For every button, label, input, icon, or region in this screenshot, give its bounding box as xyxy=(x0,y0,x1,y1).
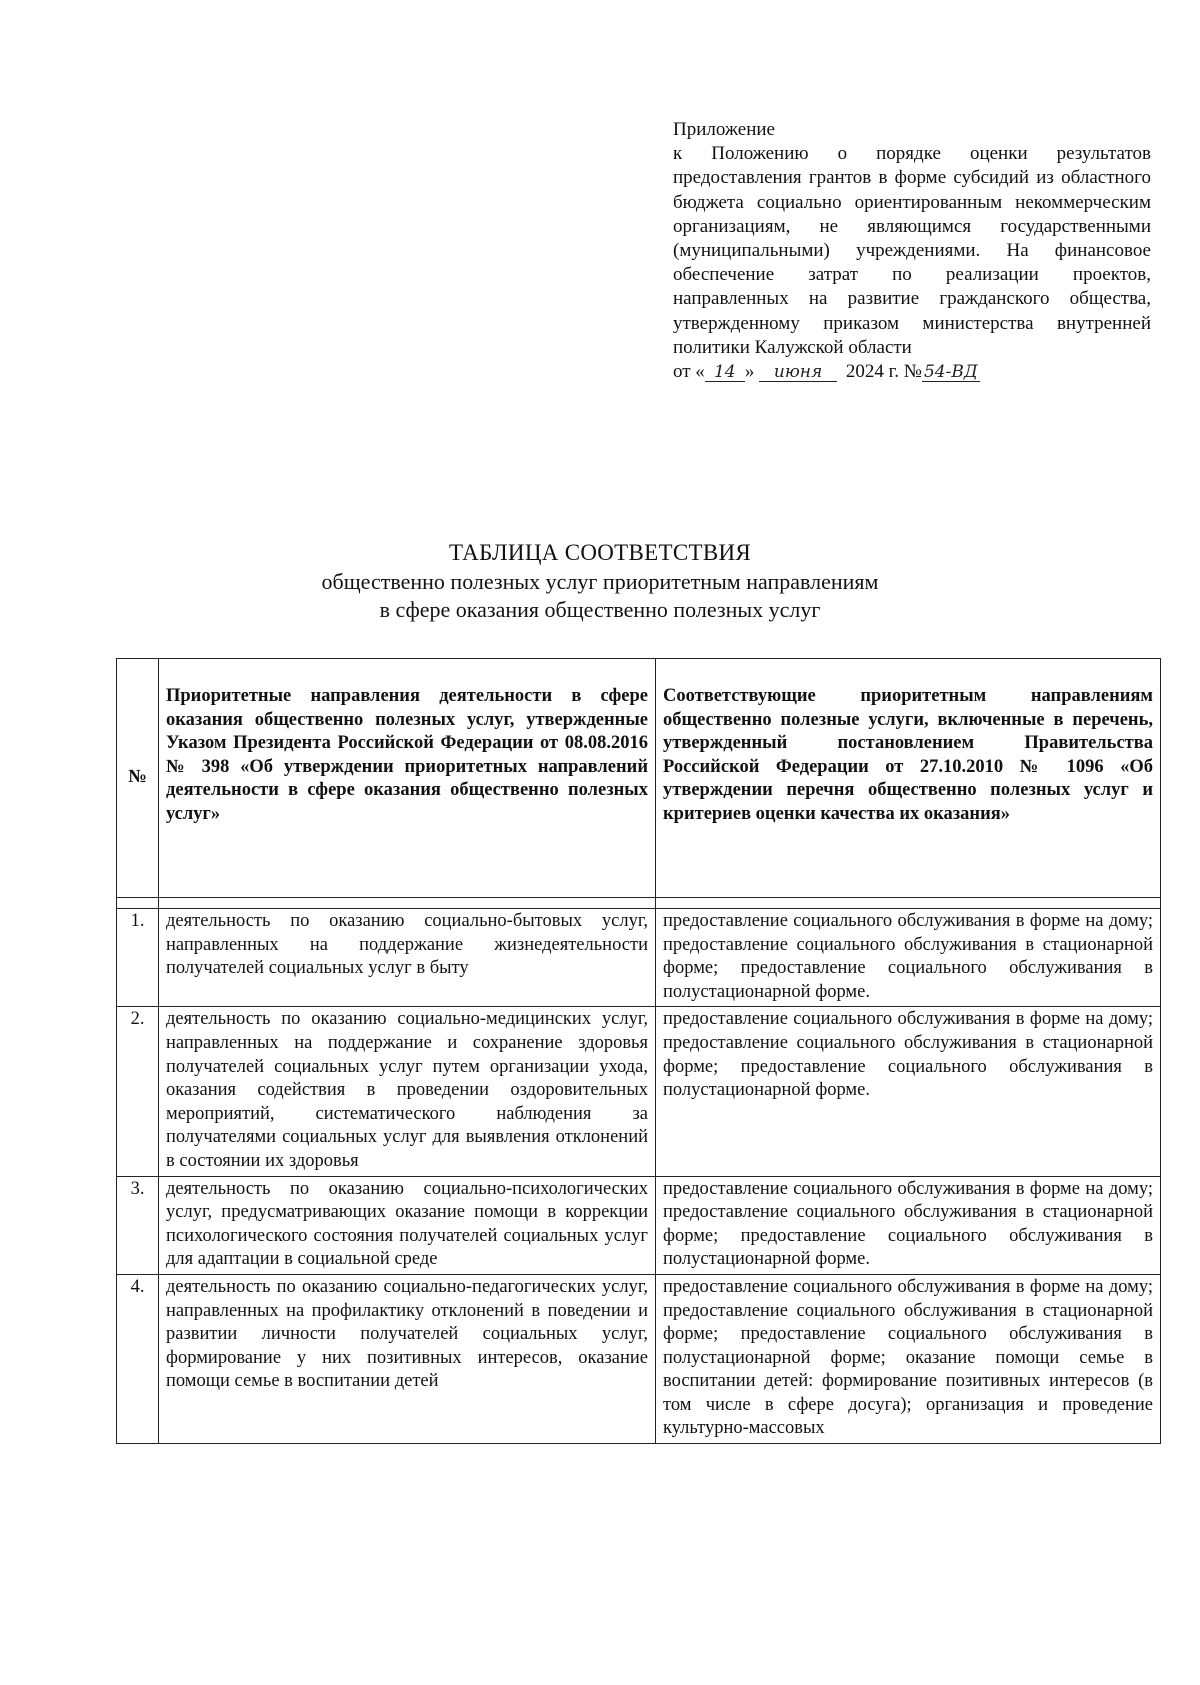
order-number-handwritten: 54-ВД xyxy=(922,363,980,382)
appendix-block xyxy=(673,118,1151,386)
correspondence-table-wrap xyxy=(116,658,1160,1444)
order-day-handwritten: 14 xyxy=(705,363,745,382)
title-line-3: в сфере оказания общественно полезных услуг xyxy=(379,597,821,622)
order-prefix: от « xyxy=(673,361,705,383)
header-services: Соответствующие приоритетным направлениям общественно полезные услуги, включенные в перечень, утвержденный постановлением Правительства Российской Федерации от 27.10.2010 № 1096 «Об утверждении перечня общественно полезных услуг и критериев оценки качества их оказания» xyxy=(656,659,1161,898)
order-year: 2024 г. № xyxy=(845,361,922,383)
order-month-handwritten: июня xyxy=(759,363,837,382)
appendix-body: к Положению о порядке оценки результатов предоставления грантов в форме субсидий из областного бюджета социально ориентированным некоммерческим организациям, не являющимся государственными (муниципальными) учреждениями. На финансовое обеспечение затрат по реализации проектов, направленных на развитие гражданского общества, утвержденному приказом министерства внутренней политики Калужской области xyxy=(673,143,1151,358)
header-num: № xyxy=(117,659,159,898)
row-service: предоставление социального обслуживания в форме на дому; предоставление социального обслуживания в стационарной форме; предоставление социального обслуживания в полустационарной форме. xyxy=(656,1176,1161,1274)
table-spacer-row xyxy=(117,898,1161,909)
appendix-heading: Приложение xyxy=(673,119,775,140)
correspondence-table xyxy=(116,658,1161,1444)
row-num: 1. xyxy=(117,909,159,1007)
row-direction: деятельность по оказанию социально-педагогических услуг, направленных на профилактику отклонений в поведении и развитии личности получателей социальных услуг, формирование у них позитивных интересов, оказание помощи семье в воспитании детей xyxy=(159,1274,656,1443)
row-direction: деятельность по оказанию социально-медицинских услуг, направленных на поддержание и сохранение здоровья получателей социальных услуг путем организации ухода, оказания содействия в проведении оздоровительных мероприятий, систематического наблюдения за получателями социальных услуг для выявления отклонений в состоянии их здоровья xyxy=(159,1007,656,1176)
row-direction: деятельность по оказанию социально-психологических услуг, предусматривающих оказание помощи в коррекции психологического состояния получателей социальных услуг для адаптации в социальной среде xyxy=(159,1176,656,1274)
row-service: предоставление социального обслуживания в форме на дому; предоставление социального обслуживания в стационарной форме; предоставление социального обслуживания в полустационарной форме. xyxy=(656,1007,1161,1176)
row-direction: деятельность по оказанию социально-бытовых услуг, направленных на поддержание жизнедеятельности получателей социальных услуг в быту xyxy=(159,909,656,1007)
title-line-1: ТАБЛИЦА СООТВЕТСТВИЯ xyxy=(448,540,752,565)
row-num: 4. xyxy=(117,1274,159,1443)
table-row xyxy=(117,1176,1161,1274)
row-service: предоставление социального обслуживания в форме на дому; предоставление социального обслуживания в стационарной форме; предоставление социального обслуживания в полустационарной форме; оказание помощи семье в воспитании детей: формирование позитивных интересов (в том числе в сфере досуга); организация и проведение культурно-массовых xyxy=(656,1274,1161,1443)
table-header-row xyxy=(117,659,1161,898)
order-mid: » xyxy=(744,361,755,383)
row-num: 2. xyxy=(117,1007,159,1176)
table-row xyxy=(117,1007,1161,1176)
header-directions: Приоритетные направления деятельности в сфере оказания общественно полезных услуг, утвержденные Указом Президента Российской Федерации от 08.08.2016 № 398 «Об утверждении приоритетных направлений деятельности в сфере оказания общественно полезных услуг» xyxy=(159,659,656,898)
table-row xyxy=(117,1274,1161,1443)
document-title xyxy=(0,538,1200,624)
title-line-2: общественно полезных услуг приоритетным направлениям xyxy=(321,569,879,594)
table-row xyxy=(117,909,1161,1007)
order-line xyxy=(673,360,1151,386)
row-service: предоставление социального обслуживания в форме на дому; предоставление социального обслуживания в стационарной форме; предоставление социального обслуживания в полустационарной форме. xyxy=(656,909,1161,1007)
row-num: 3. xyxy=(117,1176,159,1274)
